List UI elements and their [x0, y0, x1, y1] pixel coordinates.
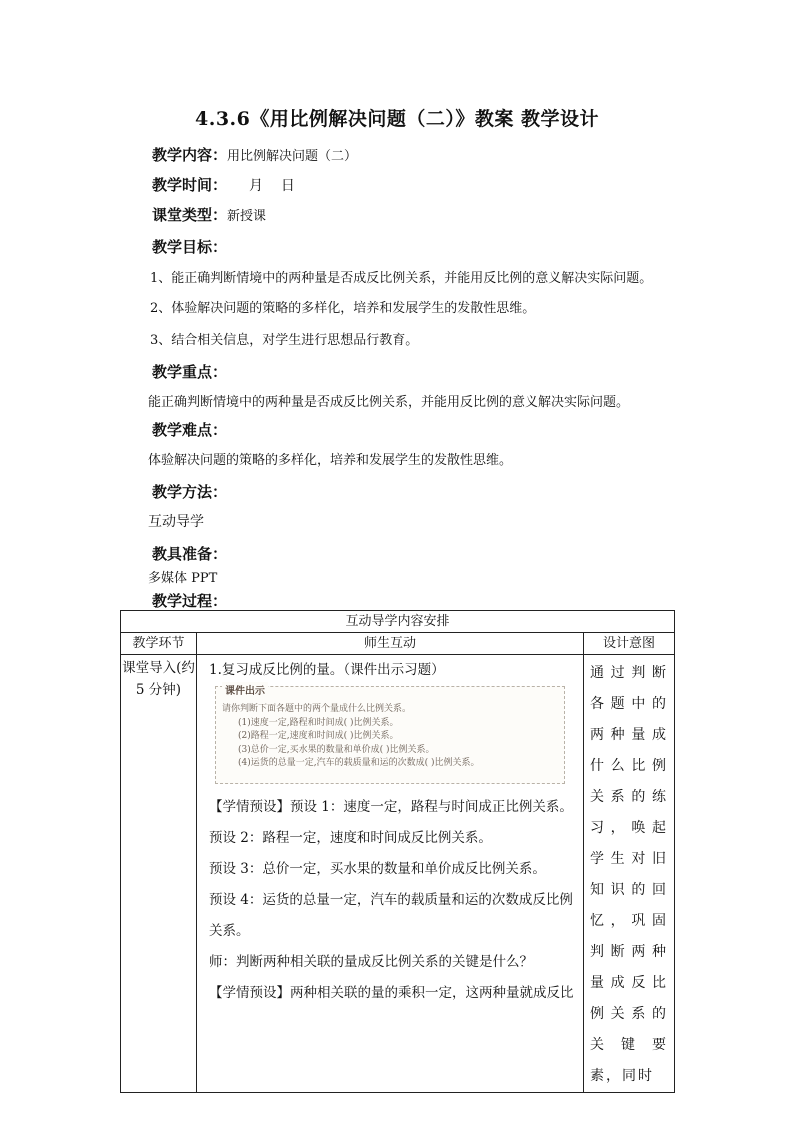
interaction-line-4: 预设 3：总价一定，买水果的数量和单价成反比例关系。	[209, 861, 546, 877]
column-header-stage: 教学环节	[121, 633, 197, 655]
process-table	[120, 610, 675, 1093]
difficulty-heading	[152, 418, 227, 442]
method-heading	[152, 480, 227, 504]
teaching-time-row	[152, 173, 295, 197]
courseware-item-1: (1)速度一定,路程和时间成( )比例关系。	[238, 717, 399, 728]
interaction-line-5: 预设 4：运货的总量一定，汽车的载质量和运的次数成反比例	[209, 892, 573, 908]
teaching-content-label: 教学内容：	[152, 146, 228, 164]
difficulty-text: 体验解决问题的策略的多样化，培养和发展学生的发散性思维。	[148, 453, 513, 468]
courseware-prompt: 请你判断下面各题中的两个量成什么比例关系。	[222, 704, 412, 714]
process-label: 教学过程：	[152, 592, 228, 610]
table-header: 互动导学内容安排	[121, 611, 675, 633]
column-header-intent: 设计意图	[584, 633, 675, 655]
teaching-content-row	[152, 143, 357, 167]
interaction-line-2: 【学情预设】预设 1：速度一定，路程与时间成正比例关系。	[209, 799, 573, 815]
tools-label: 教具准备：	[152, 545, 228, 563]
courseware-item-2: (2)路程一定,速度和时间成( )比例关系。	[238, 731, 399, 741]
interaction-line-7: 师：判断两种相关联的量成反比例关系的关键是什么？	[209, 954, 533, 970]
courseware-image	[215, 686, 565, 784]
teaching-goals-label: 教学目标：	[152, 238, 228, 256]
interaction-line-6: 关系。	[209, 923, 250, 939]
teaching-time-value: 月 日	[249, 178, 295, 194]
class-type-value: 新授课	[227, 209, 267, 224]
class-type-row	[152, 203, 266, 227]
interaction-cell	[197, 655, 584, 1093]
interaction-line-3: 预设 2：路程一定，速度和时间成反比例关系。	[209, 830, 492, 846]
document-title: 4.3.6《用比例解决问题（二）》教案 教学设计	[194, 108, 599, 130]
class-type-label: 课堂类型：	[152, 206, 228, 224]
courseware-item-3: (3)总价一定,买水果的数量和单价成( )比例关系。	[238, 744, 435, 755]
interaction-line-8: 【学情预设】两种相关联的量的乘积一定，这两种量就成反比	[209, 985, 574, 1001]
teaching-content-value: 用比例解决问题（二）	[227, 149, 358, 164]
goal-item-1: 1、能正确判断情境中的两种量是否成反比例关系，并能用反比例的意义解决实际问题。	[150, 271, 653, 286]
key-point-heading	[152, 360, 227, 384]
key-point-label: 教学重点：	[152, 363, 228, 381]
column-header-interaction: 师生互动	[197, 633, 584, 655]
teaching-time-label: 教学时间：	[152, 176, 228, 194]
courseware-tag: 课件出示	[222, 682, 268, 697]
stage-cell: 课堂导入(约 5 分钟)	[121, 655, 197, 1093]
interaction-line-1: 1.复习成反比例的量。（课件出示习题）	[209, 662, 445, 678]
difficulty-label: 教学难点：	[152, 421, 228, 439]
teaching-goals-heading	[152, 235, 227, 259]
intent-cell: 通过判断各题中的两种量成什么比例关系的练习，唤起学生对旧知识的回忆，巩固判断两种量成反比例关系的关键要素，同时	[584, 655, 675, 1093]
key-point-text: 能正确判断情境中的两种量是否成反比例关系，并能用反比例的意义解决实际问题。	[148, 395, 630, 410]
goal-item-3: 3、结合相关信息，对学生进行思想品行教育。	[150, 333, 419, 348]
tools-heading	[152, 542, 227, 566]
goal-item-2: 2、体验解决问题的策略的多样化，培养和发展学生的发散性思维。	[150, 301, 536, 316]
method-label: 教学方法：	[152, 483, 228, 501]
courseware-item-4: (4)运货的总量一定,汽车的载质量和运的次数成( )比例关系。	[238, 758, 480, 768]
tools-text: 多媒体 PPT	[148, 571, 218, 586]
courseware-body	[222, 703, 480, 771]
method-text: 互动导学	[148, 514, 204, 530]
